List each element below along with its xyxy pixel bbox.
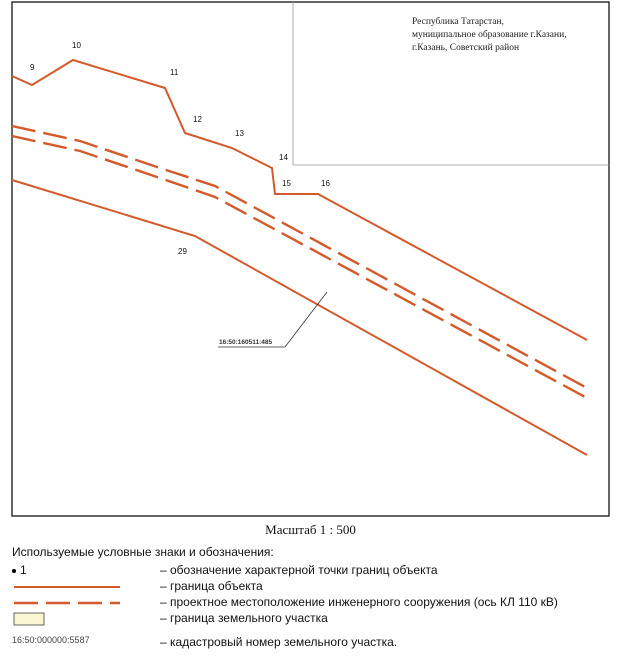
point-label-10: 10 [72, 41, 81, 50]
point-label-9: 9 [30, 63, 35, 72]
legend-title: Используемые условные знаки и обозначения: [12, 545, 274, 559]
region-line-3: г.Казань, Советский район [412, 43, 520, 53]
legend-text-parcel: – граница земельного участка [160, 611, 328, 625]
cadastral-leader-line [285, 292, 327, 347]
region-line-2: муниципальное образование г.Казани, [412, 30, 567, 40]
point-dot-icon [12, 569, 16, 573]
legend-text-boundary: – граница объекта [160, 579, 263, 593]
legend-item-cadastral [0, 635, 621, 651]
scale-label: Масштаб 1 : 500 [265, 522, 356, 537]
point-label-29: 29 [178, 247, 187, 256]
legend-item-parcel [0, 611, 621, 627]
parcel-box-icon [12, 611, 132, 627]
object-boundary-lower [12, 180, 587, 455]
point-symbol-text: 1 [20, 563, 27, 577]
point-label-15: 15 [282, 179, 291, 188]
point-symbol [12, 563, 132, 579]
dashed-line-icon [12, 595, 132, 611]
legend-item-cable [0, 595, 621, 611]
legend-text-cadastral: – кадастровый номер земельного участка. [160, 635, 398, 649]
legend-text-cable: – проектное местоположение инженерного сооружения (ось КЛ 110 кВ) [160, 595, 558, 609]
region-line-1: Республика Татарстан, [412, 17, 504, 27]
point-label-14: 14 [279, 153, 288, 162]
object-boundary-upper [12, 60, 587, 340]
map-border [12, 2, 609, 516]
point-label-13: 13 [235, 129, 244, 138]
solid-line-icon [12, 579, 132, 595]
legend-item-point [0, 563, 621, 579]
point-label-12: 12 [193, 115, 202, 124]
cadastral-symbol-text: 16:50:000000:5587 [12, 635, 90, 645]
point-label-16: 16 [321, 179, 330, 188]
cable-axis-line-2 [12, 136, 587, 398]
point-label-11: 11 [170, 68, 179, 77]
legend-text-point: – обозначение характерной точки границ объекта [160, 563, 438, 577]
legend-item-boundary [0, 579, 621, 595]
cadastral-number-label: 16:50:160511:485 [219, 339, 273, 346]
